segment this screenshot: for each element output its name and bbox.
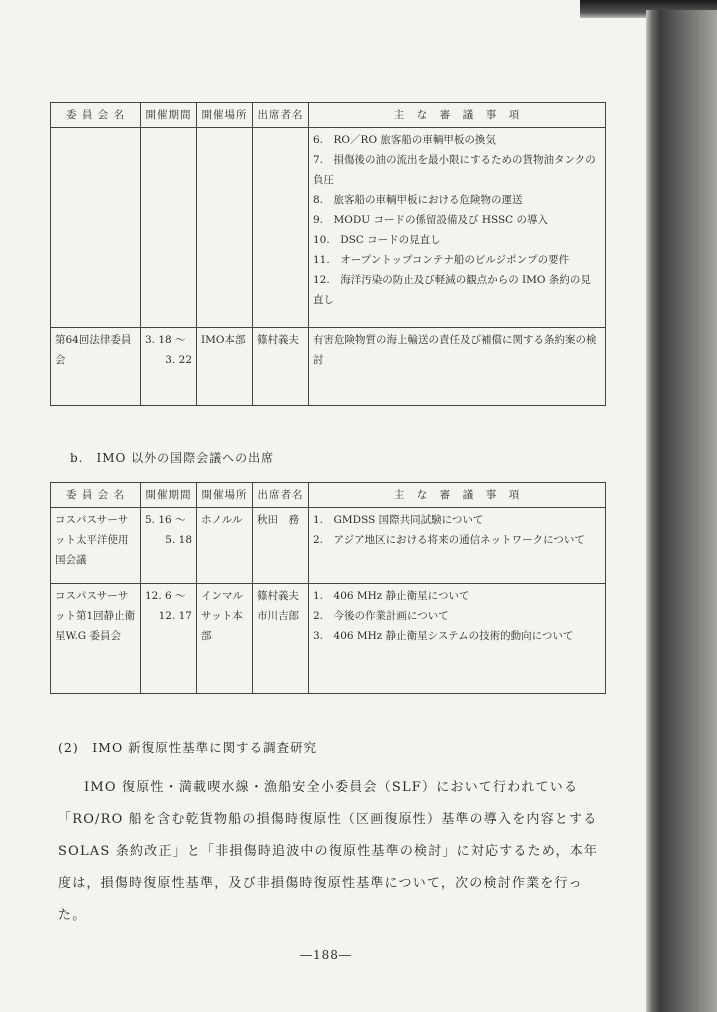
- table-header-row: [51, 103, 606, 128]
- attendee-cell: [253, 128, 309, 328]
- agenda-cell: [309, 328, 606, 406]
- section-b-heading: b. IMO 以外の国際会議への出席: [70, 451, 275, 465]
- attendee-cell: 篠村義夫 市川吉郎: [253, 584, 309, 694]
- period-end: 3. 22: [165, 354, 192, 366]
- header-agenda: 主 な 審 議 事 項: [309, 483, 606, 508]
- committee-cell: 第64回法律委員会: [51, 328, 141, 406]
- period-cell: [141, 584, 197, 694]
- period-cell: [141, 508, 197, 584]
- header-period: 開催期間: [141, 483, 197, 508]
- header-period: 開催期間: [141, 103, 197, 128]
- header-committee: 委 員 会 名: [51, 103, 141, 128]
- header-attendee: 出席者名: [253, 103, 309, 128]
- agenda-item: 11. オープントップコンテナ船のビルジポンプの要件: [313, 254, 570, 266]
- period-start: 3. 18 〜: [145, 334, 186, 346]
- agenda-item: 7. 損傷後の油の流出を最小限にするための貨物油タンクの負圧: [313, 154, 596, 186]
- agenda-item: 2. 今後の作業計画について: [313, 610, 449, 622]
- agenda-item: 10. DSC コードの見直し: [313, 234, 441, 246]
- meetings-table-1: [50, 102, 606, 406]
- meetings-table-2: [50, 482, 606, 694]
- agenda-cell: [309, 508, 606, 584]
- committee-cell: コスパスサーサット第1回静止衛星W.G 委員会: [51, 584, 141, 694]
- period-end: 12. 17: [158, 610, 192, 622]
- agenda-item: 8. 旅客船の車輌甲板における危険物の運送: [313, 194, 523, 206]
- header-agenda: 主 な 審 議 事 項: [309, 103, 606, 128]
- agenda-item: 6. RO／RO 旅客船の車輌甲板の換気: [313, 134, 496, 146]
- agenda-item: 1. GMDSS 国際共同試験について: [313, 514, 484, 526]
- page-number: ―188―: [300, 948, 352, 962]
- period-cell: [141, 128, 197, 328]
- paragraph-text: IMO 復原性・満載喫水線・漁船安全小委員会（SLF）において行われている「RO/RO 船を含む乾貨物船の損傷時復原性（区画復原性）基準の導入を内容とする SOLAS 条約改正」と「非損傷時追波中の復原性基準の検討」に対応するため，本年度は，損傷時復原性基準，及び非損傷時復原性基準について，次の検討作業を行った。: [58, 780, 599, 923]
- period-end: 5. 18: [165, 534, 192, 546]
- agenda-item: 1. 406 MHz 静止衛星について: [313, 590, 470, 602]
- agenda-item: 2. アジア地区における将来の通信ネットワークについて: [313, 534, 585, 546]
- header-committee: 委 員 会 名: [51, 483, 141, 508]
- header-place: 開催場所: [197, 103, 253, 128]
- agenda-item: 9. MODU コードの係留設備及び HSSC の導入: [313, 214, 549, 226]
- place-cell: [197, 128, 253, 328]
- attendee-cell: 篠村義夫: [253, 328, 309, 406]
- table-row: [51, 584, 606, 694]
- attendee-cell: 秋田 務: [253, 508, 309, 584]
- agenda-cell: [309, 128, 606, 328]
- committee-cell: [51, 128, 141, 328]
- body-paragraph: [58, 772, 610, 932]
- agenda-item: 12. 海洋汚染の防止及び軽減の観点からの IMO 条約の見直し: [313, 274, 591, 306]
- place-cell: インマルサット本部: [197, 584, 253, 694]
- committee-cell: コスパスサーサット太平洋使用国会議: [51, 508, 141, 584]
- section-2-heading: (2) IMO 新復原性基準に関する調査研究: [58, 740, 318, 755]
- header-attendee: 出席者名: [253, 483, 309, 508]
- header-place: 開催場所: [197, 483, 253, 508]
- place-cell: IMO本部: [197, 328, 253, 406]
- agenda-item: 3. 406 MHz 静止衛星システムの技術的動向について: [313, 630, 574, 642]
- place-cell: ホノルル: [197, 508, 253, 584]
- period-start: 12. 6 〜: [145, 590, 186, 602]
- period-start: 5. 16 〜: [145, 514, 186, 526]
- period-cell: [141, 328, 197, 406]
- table-header-row: [51, 483, 606, 508]
- book-spine-edge: [646, 10, 717, 1012]
- table-row: [51, 508, 606, 584]
- table-row: [51, 328, 606, 406]
- agenda-cell: [309, 584, 606, 694]
- agenda-item: 有害危険物質の海上輸送の責任及び補償に関する条約案の検討: [313, 334, 597, 366]
- table-row: [51, 128, 606, 328]
